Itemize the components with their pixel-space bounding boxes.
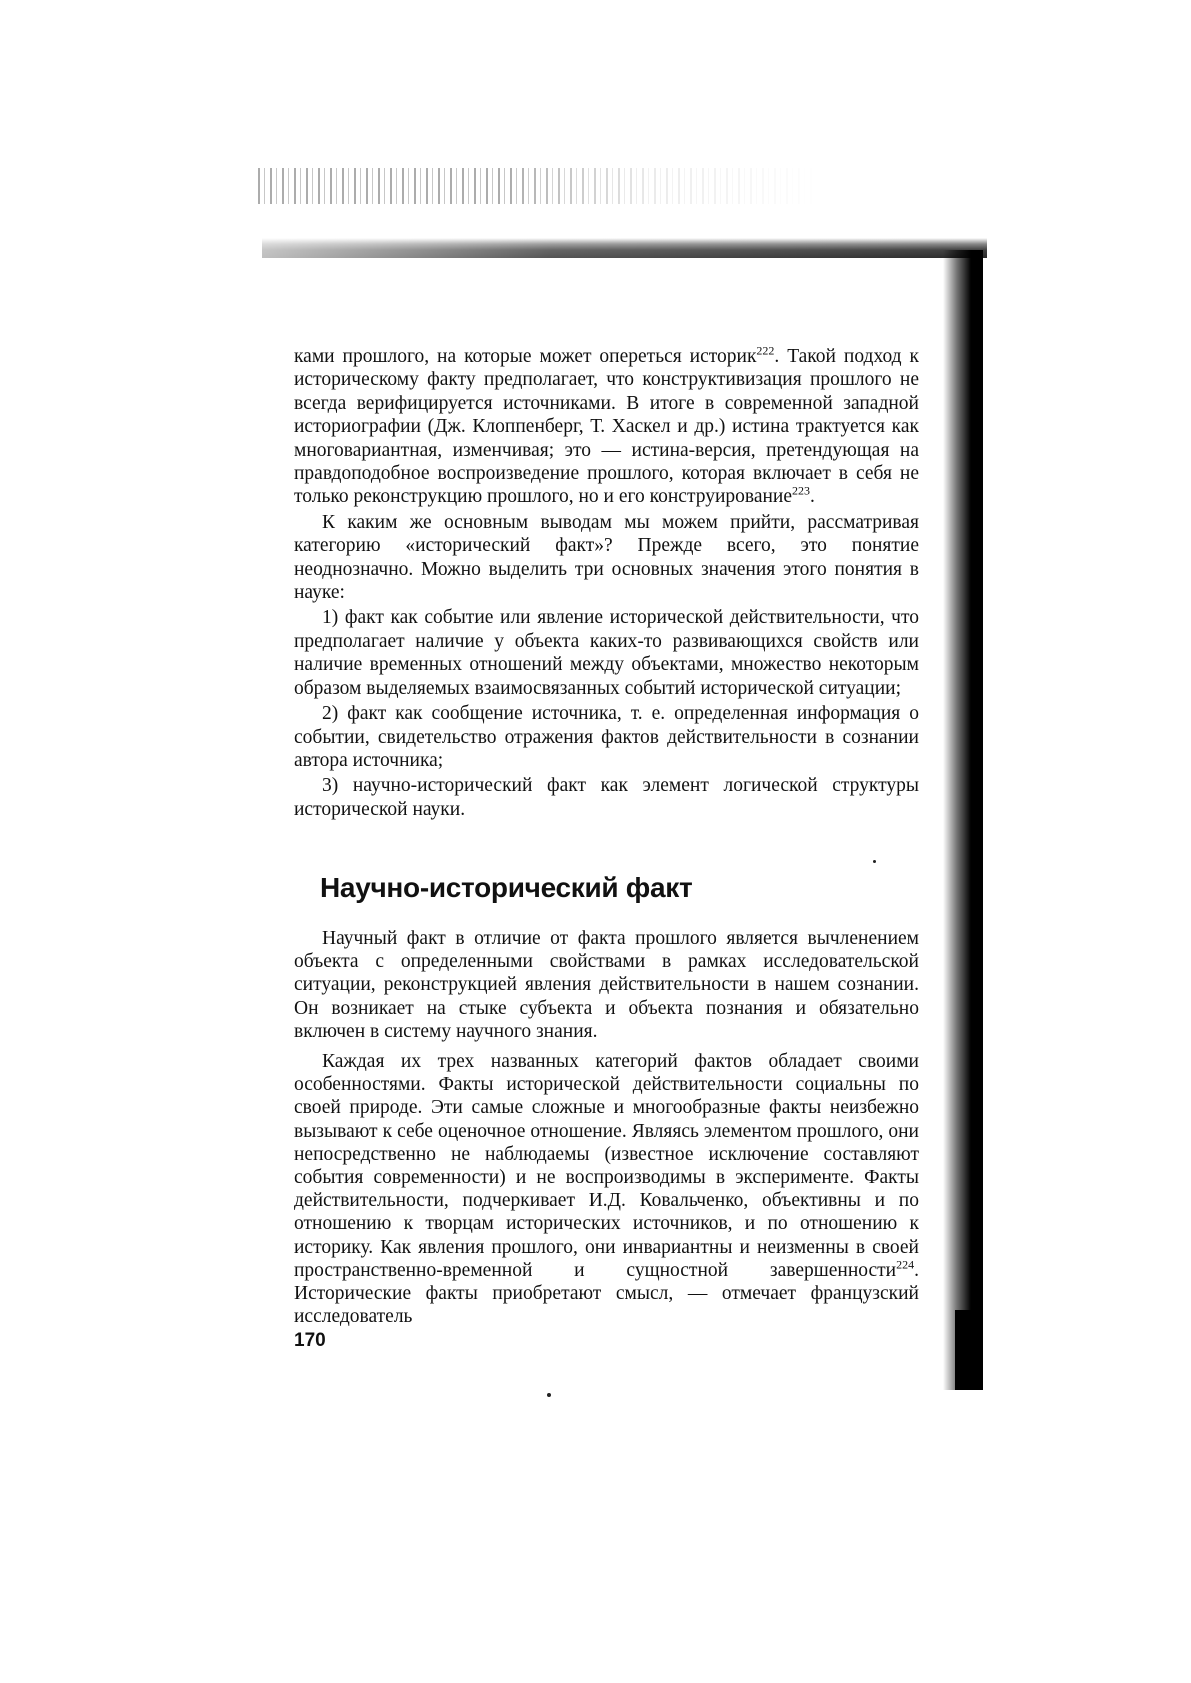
- footnote-ref-224: 224: [896, 1257, 915, 1272]
- scan-right-edge-bottom: [955, 1310, 983, 1390]
- section-heading: Научно-исторический факт: [320, 872, 693, 903]
- footnote-ref-223: 223: [792, 483, 811, 498]
- paragraph-4: [294, 1050, 919, 1328]
- paragraph-1: [294, 345, 919, 509]
- body-text-top: [294, 345, 919, 821]
- paragraph-3: Научный факт в отличие от факта прошлого является вычленением объекта с определенными свойствами в рамках исследовательской ситуации, реконструкцией явления действительности в нашем сознании. Он возникает на стыке субъекта и объекта познания и обязательно включен в систему научного знания.: [294, 928, 919, 1042]
- paragraph-1-text-b: . Такой подход к историческому факту предполагает, что конструктивизация прошлого не всегда верифицируется источниками. В итоге в современной западной историографии (Дж. Клоппенберг, Т. Хаскел и др.) истина трактуется как многовариантная, изменчивая; это — истина-версия, претендующая на правдоподобное воспроизведение прошлого, которая включает в себя не только реконструкцию прошлого, но и его конструирование: [294, 346, 919, 508]
- scan-speck: [873, 860, 876, 863]
- scan-speck: [547, 1393, 551, 1397]
- paragraph-2: К каким же основным выводам мы можем прийти, рассматривая категорию «исторический факт»? Прежде всего, это понятие неоднозначно. Можно выделить три основных значения этого понятия в науке:: [294, 511, 919, 604]
- scan-artifact-header: [258, 168, 818, 204]
- list-item-3: 3) научно-исторический факт как элемент логической структуры исторической науки.: [294, 775, 919, 820]
- paragraph-1-text-a: ками прошлого, на которые может опереться историк: [294, 346, 757, 367]
- scan-top-rule-fade: [262, 238, 987, 258]
- paragraph-4-text-a: Каждая их трех названных категорий фактов обладает своими особенностями. Факты исторической действительности социальны по своей природе. Эти самые сложные и многообразные факты неизбежно вызывают к себе оценочное отношение. Являясь элементом прошлого, они непосредственно не наблюдаемы (известное исключение составляют события современности) и не воспроизводимы в эксперименте. Факты действительности, подчеркивает И.Д. Ковальченко, объективны и по отношению к творцам исторических источников, и по отношению к историку. Как явления прошлого, они инвариантны и неизменны в своей пространственно-временной и сущностной завершенности: [294, 1051, 919, 1281]
- scan-right-edge-shadow: [943, 250, 983, 1390]
- footnote-ref-222: 222: [756, 343, 775, 358]
- page-number: 170: [294, 1330, 326, 1351]
- list-item-2: 2) факт как сообщение источника, т. е. определенная информация о событии, свидетельство отражения фактов действительности в сознании автора источника;: [294, 703, 919, 771]
- body-text-bottom: [294, 927, 919, 1328]
- paragraph-1-text-c: .: [810, 486, 815, 508]
- list-item-1: 1) факт как событие или явление исторической действительности, что предполагает наличие у объекта каких-то развивающихся свойств или наличие временных отношений между объектами, множество некоторым образом выделяемых взаимосвязанных событий исторической ситуации;: [294, 607, 919, 699]
- paragraph-4-text-b: . Исторические факты приобретают смысл, — отмечает французский исследователь: [294, 1259, 919, 1328]
